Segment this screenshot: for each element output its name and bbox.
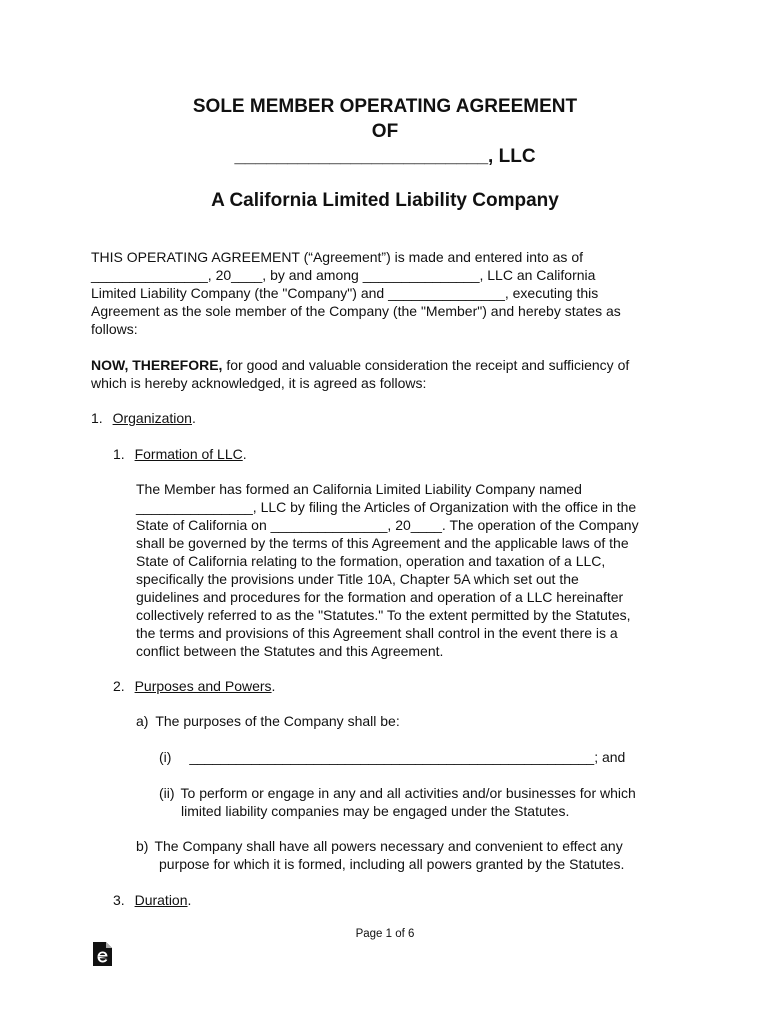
title-of: OF (371, 121, 399, 142)
formation-line: _______________, LLC by filing the Articles of Organization with the office in the (136, 499, 637, 515)
section-number: 2. (113, 678, 125, 694)
section-1-1-heading: 1. Formation of LLC. (113, 446, 247, 462)
section-1-heading: 1. Organization. (91, 410, 196, 426)
item-label: b) (136, 838, 149, 854)
company-name-blank: ________________________, LLC (234, 146, 536, 167)
formation-paragraph (136, 480, 639, 660)
item-b-line2: purpose for which it is formed, including all powers granted by the Statutes. (159, 856, 625, 872)
intro-paragraph (91, 248, 621, 338)
formation-line: State of California relating to the formation, operation and taxation of a LLC, (136, 553, 606, 569)
section-title-organization: Organization (112, 410, 192, 426)
intro-line: Agreement as the sole member of the Company (the "Member") and hereby states as (91, 303, 621, 319)
document-subtitle: A California Limited Liability Company (211, 190, 559, 211)
formation-line: guidelines and procedures for the formation and operation of a LLC hereinafter (136, 589, 624, 605)
eforms-logo-icon (93, 942, 112, 966)
page-number: Page 1 of 6 (355, 928, 415, 940)
item-i-blank: ____________________________________________________; and (189, 749, 626, 765)
intro-line: Limited Liability Company (the "Company") and _______________, executing this (91, 285, 599, 301)
section-number: 1. (91, 410, 103, 426)
formation-line: the terms and provisions of this Agreement shall control in the event there is a (136, 625, 618, 641)
formation-line: The Member has formed an California Limited Liability Company named (136, 481, 582, 497)
section-title-formation: Formation of LLC (134, 446, 243, 462)
formation-line: State of California on _______________, 20____. The operation of the Company (136, 517, 639, 533)
formation-line: shall be governed by the terms of this Agreement and the applicable laws of the (136, 535, 629, 551)
item-b-line1: The Company shall have all powers necessary and convenient to effect any (154, 838, 623, 854)
intro-line: follows: (91, 321, 138, 337)
now-therefore-paragraph (91, 356, 629, 392)
formation-line: specifically the provisions under Title 10A, Chapter 5A which set out the (136, 571, 579, 587)
intro-line: THIS OPERATING AGREEMENT (“Agreement”) is made and entered into as of (91, 249, 583, 265)
item-i (159, 748, 625, 766)
item-a (136, 712, 400, 730)
section-number: 3. (113, 892, 125, 908)
document-title: SOLE MEMBER OPERATING AGREEMENT (192, 96, 578, 117)
section-1-2-heading: 2. Purposes and Powers. (113, 678, 276, 694)
item-a-text: The purposes of the Company shall be: (155, 713, 400, 729)
section-number: 1. (113, 446, 125, 462)
now-therefore-line2: which is hereby acknowledged, it is agreed as follows: (91, 375, 427, 391)
item-label: a) (136, 713, 149, 729)
item-ii (159, 784, 636, 820)
item-label: (i) (159, 749, 172, 765)
item-label: (ii) (159, 785, 175, 801)
section-title-duration: Duration (134, 892, 188, 908)
title-block (0, 94, 770, 169)
item-b (136, 837, 624, 873)
formation-line: conflict between the Statutes and this Agreement. (136, 643, 444, 659)
item-ii-line2: limited liability companies may be engaged under the Statutes. (181, 803, 570, 819)
intro-line: _______________, 20____, by and among _______________, LLC an California (91, 267, 596, 283)
section-title-purposes: Purposes and Powers (134, 678, 272, 694)
now-therefore-bold: NOW, THEREFORE, (91, 357, 223, 373)
item-ii-line1: To perform or engage in any and all activities and/or businesses for which (180, 785, 636, 801)
formation-line: collectively referred to as the "Statutes." To the extent permitted by the Statutes, (136, 607, 631, 623)
now-therefore-text: for good and valuable consideration the receipt and sufficiency of (222, 357, 630, 373)
section-1-3-heading: 3. Duration. (113, 892, 192, 908)
